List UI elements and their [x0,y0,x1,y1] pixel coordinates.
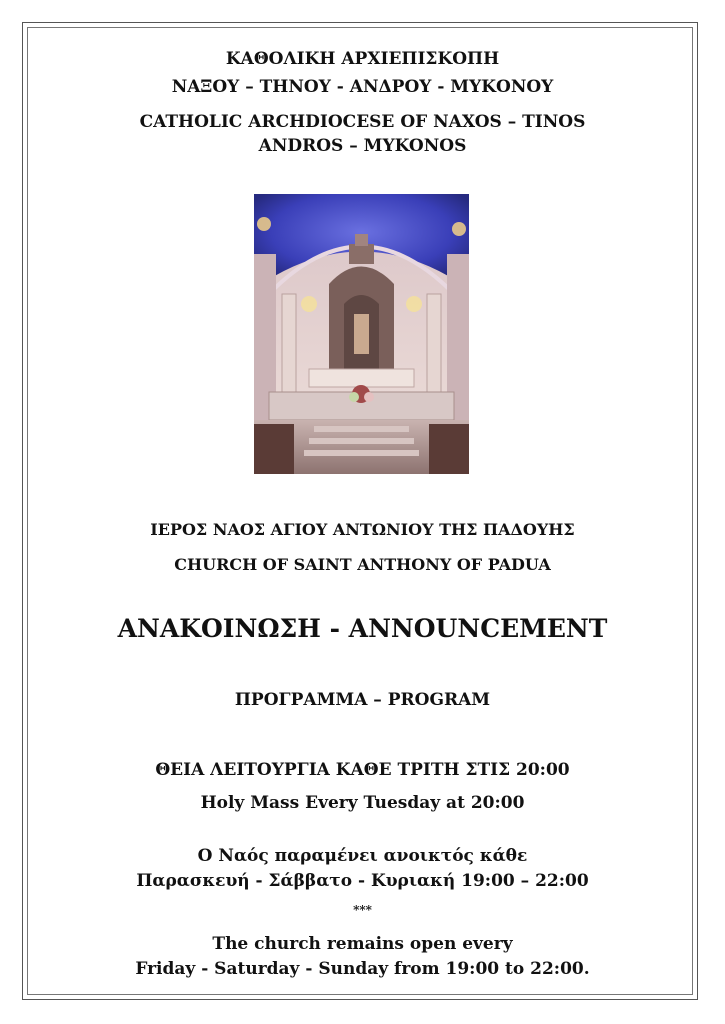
church-name-english: CHURCH OF SAINT ANTHONY OF PADUA [174,555,551,574]
archdiocese-english-line1: CATHOLIC ARCHDIOCESE OF NAXOS – TINOS [139,112,586,132]
archdiocese-english-line2: ANDROS – MYKONOS [258,136,467,156]
program-heading: ΠΡΟΓΡΑΜΜΑ – PROGRAM [234,690,491,710]
opening-greek-line1: Ο Ναός παραμένει ανοικτός κάθε [197,846,528,866]
church-altar-photo [254,194,469,474]
opening-greek-line2: Παρασκευή - Σάββατο - Κυριακή 19:00 – 22:00 [136,871,589,891]
church-name-greek: ΙΕΡΟΣ ΝΑΟΣ ΑΓΙΟΥ ΑΝΤΩΝΙΟΥ ΤΗΣ ΠΑΔΟΥΗΣ [150,520,575,539]
mass-schedule-english: Holy Mass Every Tuesday at 20:00 [200,793,525,813]
opening-english-line2: Friday - Saturday - Sunday from 19:00 to 22:00. [135,959,590,979]
archdiocese-greek-line1: ΚΑΘΟΛΙΚΗ ΑΡΧΙΕΠΙΣΚΟΠΗ [225,49,500,69]
mass-schedule-greek: ΘΕΙΑ ΛΕΙΤΟΥΡΓΙΑ ΚΑΘΕ ΤΡΙΤΗ ΣΤΙΣ 20:00 [155,760,570,780]
section-separator: *** [353,903,372,917]
opening-english-line1: The church remains open every [212,934,513,954]
announcement-title: ΑΝΑΚΟΙΝΩΣΗ - ANNOUNCEMENT [117,614,608,643]
archdiocese-greek-line2: ΝΑΞΟΥ – ΤΗΝΟΥ - ΑΝΔΡΟΥ - ΜΥΚΟΝΟΥ [171,77,554,97]
